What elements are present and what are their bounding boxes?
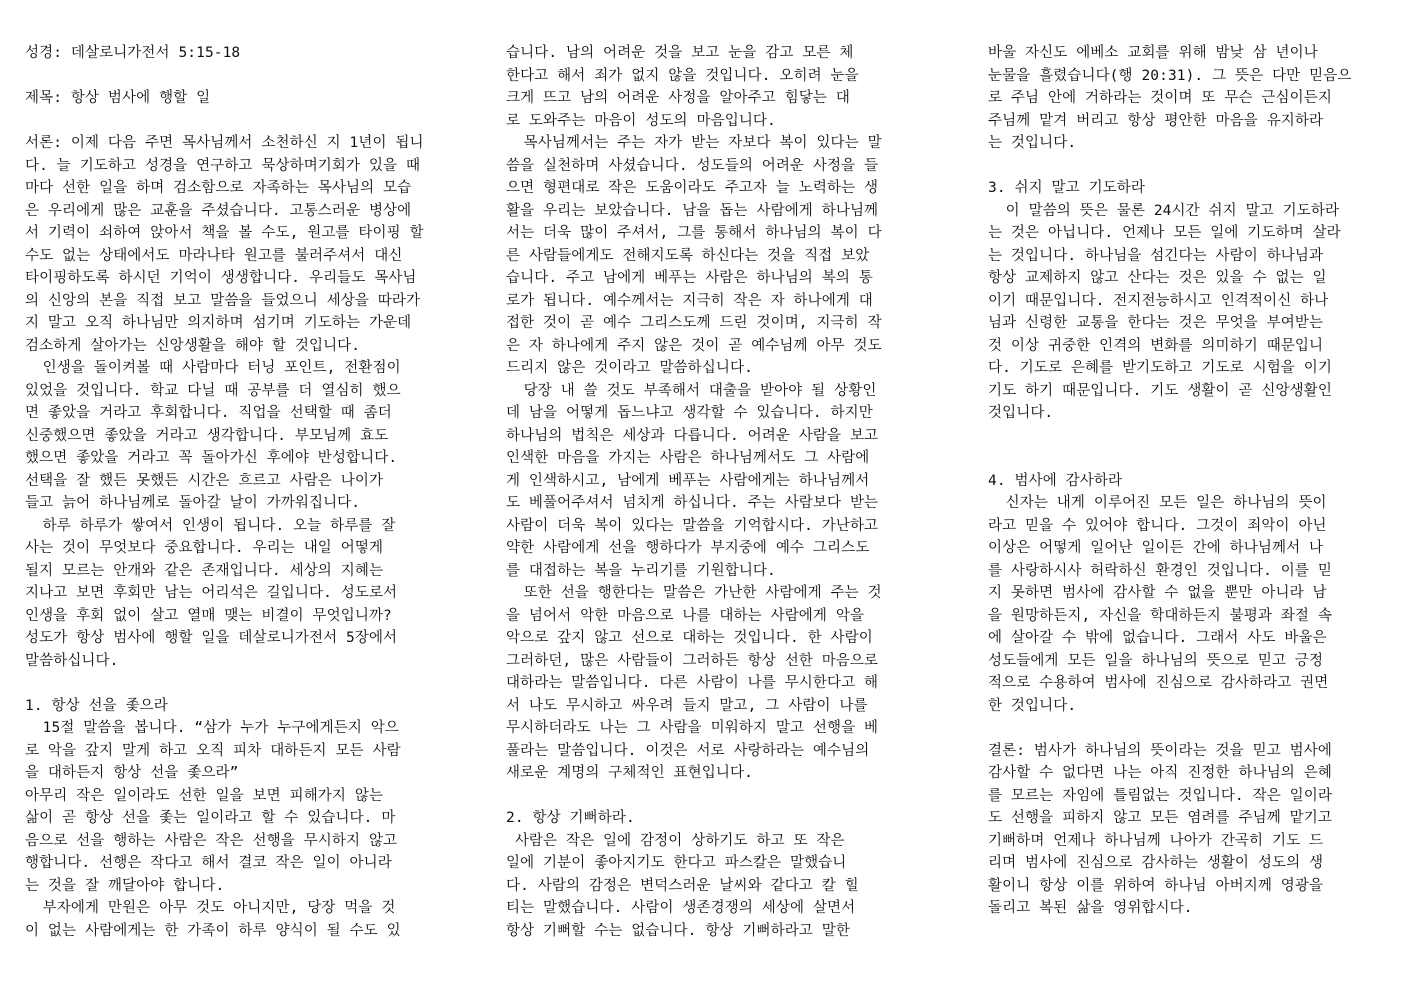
text-line: 도 베풀어주셔서 넘치게 하십니다. 주는 사람보다 받는 (506, 495, 879, 511)
text-line: 말씀하십니다. (25, 652, 119, 669)
text-line: 활을 우리는 보았습니다. 남을 돕는 사람에게 하나님께 (506, 202, 879, 219)
text-line: 습니다. 주고 남에게 베푸는 사람은 하나님의 복의 통 (506, 270, 873, 286)
text-line: 선택을 잘 했든 못했든 시간은 흐르고 사람은 나이가 (25, 472, 384, 489)
text-line: 으면 형편대로 작은 도움이라도 주고자 늘 노력하는 생 (506, 180, 879, 196)
text-line: 은 우리에게 많은 교훈을 주셨습니다. 고통스러운 병상에 (25, 202, 412, 219)
text-line: 아무리 작은 일이라도 선한 일을 보면 피해가지 않는 (25, 787, 384, 804)
text-line: 15절 말씀을 봅니다. “삼가 누가 누구에게든지 악으 (25, 720, 399, 736)
text-line: 를 대접하는 복을 누리기를 기원합니다. (506, 562, 776, 579)
text-line: 을 원망하든지, 자신을 학대하든지 불평과 좌절 속 (988, 607, 1332, 624)
text-line: 기도 하기 때문입니다. 기도 생활이 곧 신앙생활인 (988, 382, 1332, 399)
text-column-1 (25, 42, 455, 942)
text-line: 3. 쉬지 말고 기도하라 (988, 180, 1146, 196)
text-line: 하루 하루가 쌓여서 인생이 됩니다. 오늘 하루를 잘 (25, 517, 396, 534)
text-line: 이기 때문입니다. 전지전능하시고 인격적이신 하나 (988, 292, 1329, 309)
text-line: 을 대하든지 항상 선을 좇으라” (25, 765, 239, 781)
text-line (988, 717, 1388, 740)
text-line: 게 인색하시고, 남에게 베푸는 사람에게는 하나님께서 (506, 472, 870, 489)
text-line: 접한 것이 곧 예수 그리스도께 드린 것이며, 지극히 작 (506, 315, 882, 331)
text-line: 다. 사람의 감정은 변덕스러운 날씨와 같다고 칼 힐 (506, 877, 859, 894)
text-line: 것입니다. (988, 405, 1054, 421)
text-line: 적으로 수용하여 범사에 진심으로 감사하라고 권면 (988, 675, 1329, 691)
text-line: 타이핑하도록 하시던 기억이 생생합니다. 우리들도 목사님 (25, 270, 417, 286)
text-line: 대하라는 말씀입니다. 다른 사람이 나를 무시한다고 해 (506, 675, 879, 691)
text-line: 하나님의 법칙은 세상과 다릅니다. 어려운 사람을 보고 (506, 427, 879, 444)
text-line: 성경: 데살로니가전서 5:15-18 (25, 45, 241, 61)
text-line: 약한 사람에게 선을 행하다가 부지중에 예수 그리스도 (506, 540, 870, 556)
text-line: 로 악을 갚지 말게 하고 오직 피차 대하든지 모든 사람 (25, 742, 401, 759)
text-line: 리며 범사에 진심으로 감사하는 생활이 성도의 생 (988, 855, 1324, 871)
text-line: 눈물을 흘렸습니다(행 20:31). 그 뜻은 다만 믿음으 (988, 67, 1352, 84)
text-line: 도 선행을 피하지 않고 모든 염려를 주님께 맡기고 (988, 810, 1332, 826)
text-line: 을 넘어서 악한 마음으로 나를 대하는 사람에게 악을 (506, 607, 865, 624)
text-line: 돌리고 복된 삶을 영위합시다. (988, 900, 1193, 916)
text-line: 신중했으면 좋았을 거라고 생각합니다. 부모님께 효도 (25, 427, 389, 444)
text-line: 제목: 항상 범사에 행할 일 (25, 90, 211, 106)
text-line: 로 도와주는 마음이 성도의 마음입니다. (506, 112, 776, 129)
text-line: 다. 늘 기도하고 성경을 연구하고 묵상하며기회가 있을 때 (25, 157, 421, 174)
text-line: 마다 선한 일을 하며 검소함으로 자족하는 목사님의 모습 (25, 180, 412, 196)
text-line: 성도가 항상 범사에 행할 일을 데살로니가전서 5장에서 (25, 630, 398, 646)
text-line: 기뻐하며 언제나 하나님께 나아가 간곡히 기도 드 (988, 832, 1324, 849)
text-line: 목사님께서는 주는 자가 받는 자보다 복이 있다는 말 (506, 135, 882, 151)
text-line: 들고 늙어 하나님께로 돌아갈 날이 가까워집니다. (25, 495, 361, 511)
text-line: 또한 선을 행한다는 말씀은 가난한 사람에게 주는 것 (506, 585, 882, 601)
text-line (25, 672, 455, 695)
text-line: 인색한 마음을 가지는 사람은 하나님께서도 그 사람에 (506, 450, 870, 466)
text-line: 서는 더욱 많이 주셔서, 그를 통해서 하나님의 복이 다 (506, 225, 882, 241)
text-line: 한 것입니다. (988, 697, 1077, 714)
text-line: 는 것입니다. (988, 135, 1077, 151)
text-line: 있었을 것입니다. 학교 다닐 때 공부를 더 열심히 했으 (25, 382, 401, 399)
text-line: 지 못하면 범사에 감사할 수 없을 뿐만 아니라 남 (988, 585, 1327, 601)
text-line: 부자에게 만원은 아무 것도 아니지만, 당장 먹을 것 (25, 900, 396, 916)
text-line: 활이니 항상 이를 위하여 하나님 아버지께 영광을 (988, 877, 1324, 894)
text-line: 성도들에게 모든 일을 하나님의 뜻으로 믿고 긍정 (988, 652, 1324, 669)
text-line: 라고 믿을 수 있어야 합니다. 그것이 죄악이 아닌 (988, 517, 1327, 534)
text-line: 이 없는 사람에게는 한 가족이 하루 양식이 될 수도 있 (25, 922, 401, 939)
text-line: 이상은 어떻게 일어난 일이든 간에 하나님께서 나 (988, 540, 1324, 556)
text-line (988, 447, 1388, 470)
text-line: 했으면 좋았을 거라고 꼭 돌아가신 후에야 반성합니다. (25, 450, 398, 466)
text-line: 사람이 더욱 복이 있다는 말씀을 기억합시다. 가난하고 (506, 517, 879, 534)
text-line: 인생을 후회 없이 살고 열매 맺는 비결이 무엇입니까? (25, 607, 392, 624)
text-line (988, 425, 1388, 448)
text-line: 습니다. 남의 어려운 것을 보고 눈을 감고 모른 체 (506, 45, 854, 61)
text-line: 결론: 범사가 하나님의 뜻이라는 것을 믿고 범사에 (988, 742, 1332, 759)
text-line: 검소하게 살아가는 신앙생활을 해야 할 것입니다. (25, 337, 361, 354)
text-line (25, 110, 455, 133)
text-line: 일에 기분이 좋아지기도 한다고 파스칼은 말했습니 (506, 855, 847, 871)
text-line: 씀을 실천하며 사셨습니다. 성도들의 어려운 사정을 들 (506, 157, 879, 174)
text-line: 는 것입니다. 하나님을 섬긴다는 사람이 하나님과 (988, 247, 1324, 264)
text-line: 서 나도 무시하고 싸우려 들지 말고, 그 사람이 나를 (506, 697, 868, 714)
text-line: 될지 모르는 안개와 같은 존재입니다. 세상의 지혜는 (25, 562, 384, 579)
text-line: 무시하더라도 나는 그 사람을 미워하지 말고 선행을 베 (506, 720, 879, 736)
text-line: 님과 신령한 교통을 한다는 것은 무엇을 부여받는 (988, 315, 1324, 331)
text-line: 로 주님 안에 거하라는 것이며 또 무슨 근심이든지 (988, 90, 1332, 106)
text-line: 1. 항상 선을 좇으라 (25, 697, 168, 714)
text-line (506, 785, 918, 808)
text-line: 티는 말했습니다. 사람이 생존경쟁의 세상에 살면서 (506, 900, 856, 916)
text-line: 한다고 해서 죄가 없지 않을 것입니다. 오히려 눈을 (506, 67, 859, 84)
text-line: 바울 자신도 에베소 교회를 위해 밤낮 삼 년이나 (988, 45, 1318, 61)
text-line: 사는 것이 무엇보다 중요합니다. 우리는 내일 어떻게 (25, 540, 384, 556)
text-line: 주님께 맡겨 버리고 항상 평안한 마음을 유지하라 (988, 112, 1324, 129)
text-line: 당장 내 쓸 것도 부족해서 대출을 받아야 될 상황인 (506, 382, 877, 399)
text-line: 그러하던, 많은 사람들이 그러하든 항상 선한 마음으로 (506, 652, 879, 669)
text-line: 항상 교제하지 않고 산다는 것은 있을 수 없는 일 (988, 270, 1327, 286)
text-line: 지 말고 오직 하나님만 의지하며 섬기며 기도하는 가운데 (25, 315, 412, 331)
text-line (988, 155, 1388, 178)
text-line: 서론: 이제 다음 주면 목사님께서 소천하신 지 1년이 됩니 (25, 135, 424, 151)
text-line: 서 기력이 쇠하여 앉아서 책을 볼 수도, 원고를 타이핑 할 (25, 225, 424, 241)
text-line: 이 말씀의 뜻은 물론 24시간 쉬지 말고 기도하라 (988, 202, 1340, 219)
text-line: 지나고 보면 후회만 남는 어리석은 길입니다. 성도로서 (25, 585, 398, 601)
text-line: 에 살아갈 수 밖에 없습니다. 그래서 사도 바울은 (988, 630, 1327, 646)
text-line: 인생을 돌이켜볼 때 사람마다 터닝 포인트, 전환점이 (25, 360, 401, 376)
text-line: 새로운 계명의 구체적인 표현입니다. (506, 765, 753, 781)
text-line (25, 65, 455, 88)
text-line: 의 신앙의 본을 직접 보고 말씀을 들었으니 세상을 따라가 (25, 292, 421, 309)
text-line: 행합니다. 선행은 작다고 해서 결코 작은 일이 아니라 (25, 855, 392, 871)
text-line: 데 남을 어떻게 돕느냐고 생각할 수 있습니다. 하지만 (506, 405, 873, 421)
text-line: 를 사랑하시사 허락하신 환경인 것입니다. 이를 믿 (988, 562, 1332, 579)
text-line: 는 것을 잘 깨달아야 합니다. (25, 877, 225, 894)
text-line: 사람은 작은 일에 감정이 상하기도 하고 또 작은 (506, 832, 845, 849)
text-line: 것 이상 귀중한 인격의 변화를 의미하기 때문입니 (988, 337, 1324, 354)
text-column-3 (988, 42, 1388, 920)
text-line: 풀라는 말씀입니다. 이것은 서로 사랑하라는 예수님의 (506, 742, 870, 759)
text-line: 4. 범사에 감사하라 (988, 472, 1123, 489)
text-line: 른 사람들에게도 전해지도록 하신다는 것을 직접 보았 (506, 247, 870, 264)
text-line: 항상 기뻐할 수는 없습니다. 항상 기뻐하라고 말한 (506, 922, 850, 939)
text-line: 드리지 않은 것이라고 말씀하십니다. (506, 360, 753, 376)
text-line: 다. 기도로 은혜를 받기도하고 기도로 시험을 이기 (988, 360, 1332, 376)
text-line: 를 모르는 자임에 틀림없는 것입니다. 작은 일이라 (988, 787, 1332, 804)
text-line: 삶이 곧 항상 선을 좇는 일이라고 할 수 있습니다. 마 (25, 810, 396, 826)
text-line: 수도 없는 상태에서도 마라나타 원고를 불러주셔서 대신 (25, 247, 403, 264)
text-line: 감사할 수 없다면 나는 아직 진정한 하나님의 은혜 (988, 765, 1332, 781)
text-line: 면 좋았을 거라고 후회합니다. 직업을 선택할 때 좀더 (25, 405, 392, 421)
text-line: 은 자 하나에게 주지 않은 것이 곧 예수님께 아무 것도 (506, 337, 882, 354)
text-line: 는 것은 아닙니다. 언제나 모든 일에 기도하며 살라 (988, 225, 1341, 241)
text-line: 음으로 선을 행하는 사람은 작은 선행을 무시하지 않고 (25, 832, 398, 849)
text-line: 크게 뜨고 남의 어려운 사정을 알아주고 힘닿는 대 (506, 90, 850, 106)
text-line: 로가 됩니다. 예수께서는 지극히 작은 자 하나에게 대 (506, 292, 873, 309)
text-column-2 (506, 42, 918, 942)
text-line: 신자는 내게 이루어진 모든 일은 하나님의 뜻이 (988, 495, 1327, 511)
text-line: 2. 항상 기뻐하라. (506, 810, 635, 826)
text-line: 악으로 갚지 않고 선으로 대하는 것입니다. 한 사람이 (506, 630, 873, 646)
